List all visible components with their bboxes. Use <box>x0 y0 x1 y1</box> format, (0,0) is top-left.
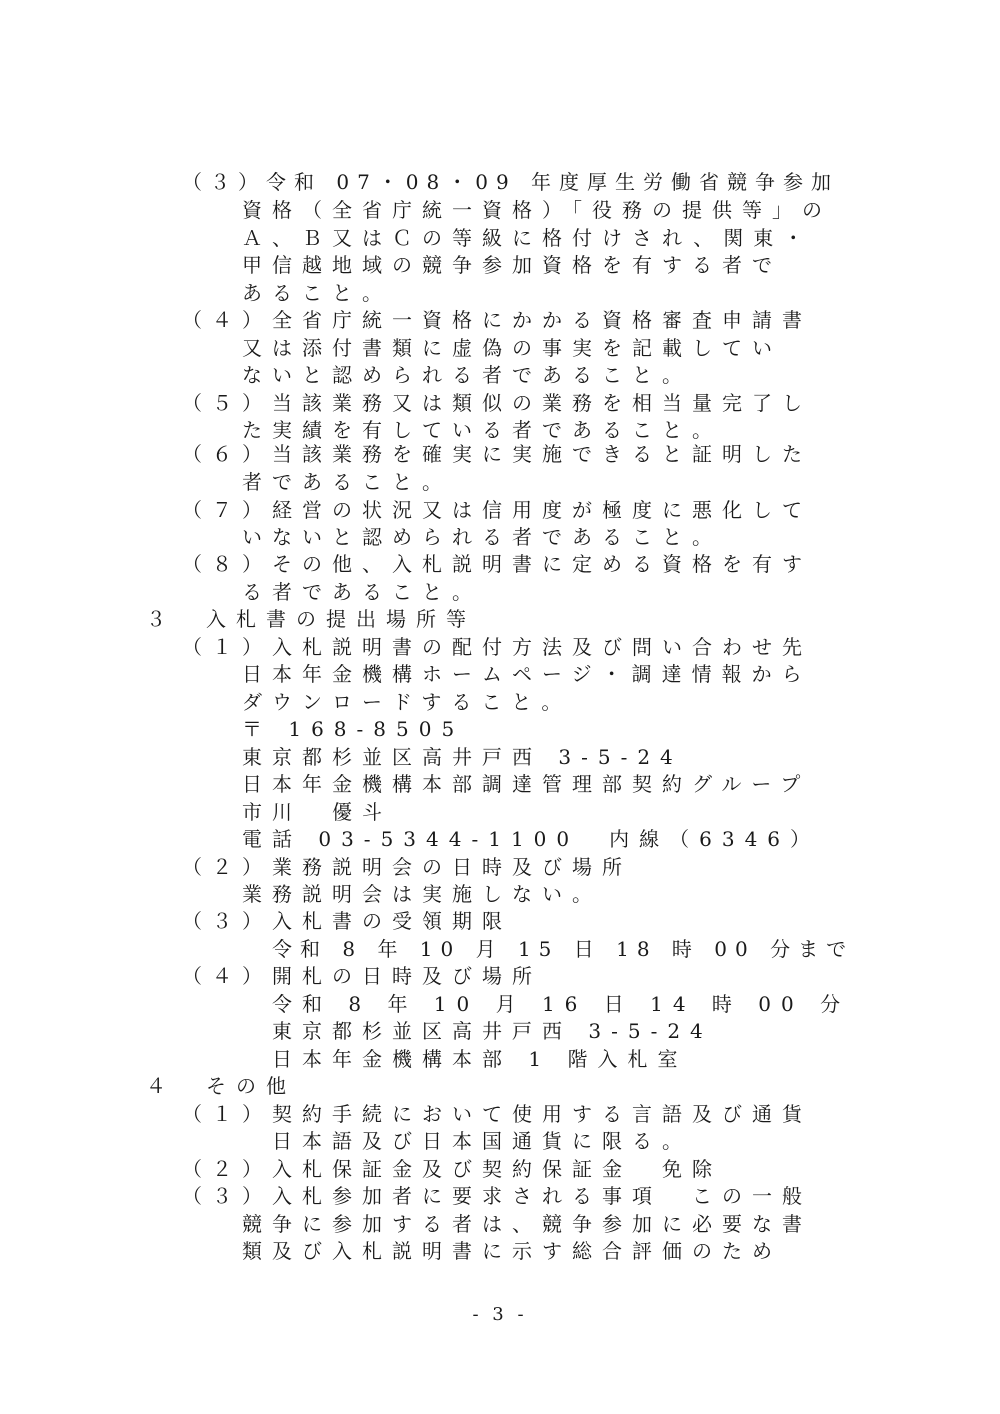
text-line: いないと認められる者であること。 <box>242 525 722 549</box>
text-line: （３）入札参加者に要求される事項 この一般 <box>182 1184 812 1208</box>
text-line: 資格（全省庁統一資格）「役務の提供等」の <box>242 198 832 222</box>
text-line: ダウンロードすること。 <box>242 690 572 714</box>
text-line: 競争に参加する者は、競争参加に必要な書 <box>242 1212 812 1236</box>
page-number: - 3 - <box>472 1304 528 1325</box>
text-line: 日本年金機構本部調達管理部契約グループ <box>242 772 811 796</box>
text-line: る者であること。 <box>242 580 482 604</box>
text-line: 東京都杉並区高井戸西 3-5-24 <box>242 745 683 769</box>
text-line: 電話 03-5344-1100 内線（6346） <box>242 827 821 851</box>
text-line: 者であること。 <box>242 470 452 494</box>
text-line: た実績を有している者であること。 <box>242 418 722 442</box>
text-line: 日本年金機構ホームページ・調達情報から <box>242 662 812 686</box>
text-line: 又は添付書類に虚偽の事実を記載してい <box>242 336 782 360</box>
text-line: 市川 優斗 <box>242 800 392 824</box>
text-line: 令和 8 年 10 月 15 日 18 時 00 分まで <box>272 937 855 961</box>
text-line: （６）当該業務を確実に実施できると証明した <box>182 442 812 466</box>
section-heading: ３ 入札書の提出場所等 <box>146 607 476 631</box>
text-line: 東京都杉並区高井戸西 3-5-24 <box>272 1019 713 1043</box>
text-line: （４）全省庁統一資格にかかる資格審査申請書 <box>182 308 812 332</box>
text-line: 類及び入札説明書に示す総合評価のため <box>242 1239 782 1263</box>
text-line: （３）入札書の受領期限 <box>182 909 512 933</box>
text-line: 〒 168-8505 <box>242 717 465 741</box>
text-line: （１）契約手続において使用する言語及び通貨 <box>182 1102 812 1126</box>
text-line: 業務説明会は実施しない。 <box>242 882 602 906</box>
text-line: 日本年金機構本部 1 階入札室 <box>272 1047 688 1071</box>
text-line: （２）入札保証金及び契約保証金 免除 <box>182 1157 722 1181</box>
text-line: （１）入札説明書の配付方法及び問い合わせ先 <box>182 635 812 659</box>
text-line: （２）業務説明会の日時及び場所 <box>182 855 632 879</box>
text-line: ないと認められる者であること。 <box>242 363 692 387</box>
text-line: （３）令和 07・08・09 年度厚生労働省競争参加 <box>182 170 840 194</box>
section-heading: ４ その他 <box>146 1074 296 1098</box>
text-line: （４）開札の日時及び場所 <box>182 964 542 988</box>
text-line: （５）当該業務又は類似の業務を相当量完了し <box>182 391 812 415</box>
text-line: あること。 <box>242 281 392 305</box>
text-line: 日本語及び日本国通貨に限る。 <box>272 1129 692 1153</box>
text-line: Ａ、Ｂ又はＣの等級に格付けされ、関東・ <box>242 226 814 250</box>
text-line: （８）その他、入札説明書に定める資格を有す <box>182 552 812 576</box>
text-line: （７）経営の状況又は信用度が極度に悪化して <box>182 498 812 522</box>
text-line: 甲信越地域の競争参加資格を有する者で <box>242 253 782 277</box>
text-line: 令和 8 年 10 月 16 日 14 時 00 分 <box>272 992 851 1016</box>
